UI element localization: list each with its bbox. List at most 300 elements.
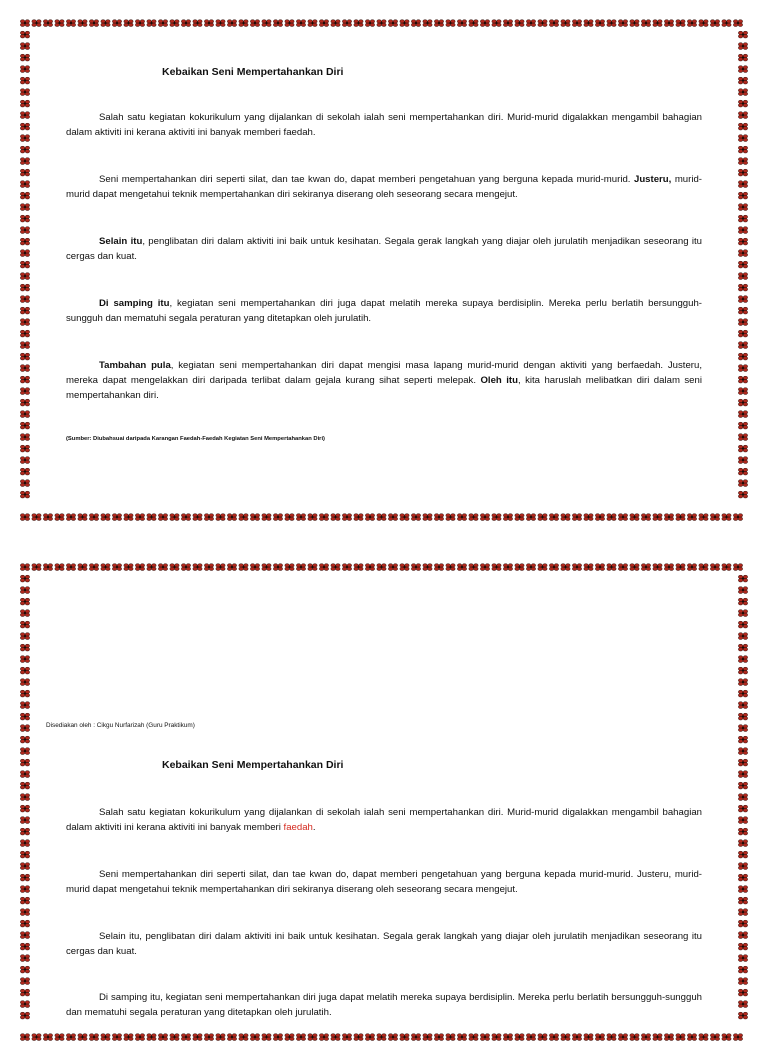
border-flower-icon xyxy=(738,955,747,962)
border-flower-icon xyxy=(147,1034,156,1041)
border-flower-icon xyxy=(319,1034,328,1041)
border-flower-icon xyxy=(738,748,747,755)
border-flower-icon xyxy=(331,1034,340,1041)
border-flower-icon xyxy=(20,736,29,743)
border-flower-icon xyxy=(738,399,747,406)
border-flower-icon xyxy=(20,273,29,280)
border-flower-icon xyxy=(733,1034,742,1041)
paragraph-4: Di samping itu, kegiatan seni mempertahankan diri juga dapat melatih mereka supaya berdisiplin. Mereka perlu berlatih bersungguh-sungguh dan mematuhi segala peraturan yang ditetapkan oleh jurulatih. xyxy=(66,992,702,1018)
border-flower-icon xyxy=(124,20,133,27)
border-flower-icon xyxy=(20,713,29,720)
border-flower-icon xyxy=(66,564,75,571)
border-flower-icon xyxy=(503,1034,512,1041)
border-flower-icon xyxy=(20,204,29,211)
border-flower-icon xyxy=(227,20,236,27)
border-flower-icon xyxy=(738,782,747,789)
border-flower-icon xyxy=(20,365,29,372)
border-flower-icon xyxy=(147,514,156,521)
border-flower-icon xyxy=(20,989,29,996)
border-flower-icon xyxy=(738,610,747,617)
border-flower-icon xyxy=(738,192,747,199)
border-flower-icon xyxy=(20,851,29,858)
border-flower-icon xyxy=(641,1034,650,1041)
border-flower-icon xyxy=(181,514,190,521)
border-flower-icon xyxy=(20,966,29,973)
border-flower-icon xyxy=(388,514,397,521)
border-flower-icon xyxy=(446,1034,455,1041)
border-flower-icon xyxy=(308,514,317,521)
border-flower-icon xyxy=(89,514,98,521)
border-flower-icon xyxy=(20,89,29,96)
border-flower-icon xyxy=(55,20,64,27)
border-flower-icon xyxy=(20,667,29,674)
border-flower-icon xyxy=(135,1034,144,1041)
border-flower-icon xyxy=(20,1001,29,1008)
border-flower-icon xyxy=(630,1034,639,1041)
border-flower-icon xyxy=(572,564,581,571)
border-flower-icon xyxy=(738,227,747,234)
border-flower-icon xyxy=(423,1034,432,1041)
border-flower-icon xyxy=(170,564,179,571)
border-flower-icon xyxy=(89,20,98,27)
document-page-1 xyxy=(20,18,748,522)
border-flower-icon xyxy=(158,564,167,571)
border-flower-icon xyxy=(20,874,29,881)
border-flower-icon xyxy=(561,564,570,571)
border-flower-icon xyxy=(710,1034,719,1041)
border-flower-icon xyxy=(32,1034,41,1041)
border-flower-icon xyxy=(20,610,29,617)
border-flower-icon xyxy=(738,771,747,778)
border-flower-icon xyxy=(296,20,305,27)
border-flower-icon xyxy=(738,158,747,165)
border-flower-icon xyxy=(653,564,662,571)
border-flower-icon xyxy=(204,20,213,27)
border-flower-icon xyxy=(572,20,581,27)
border-flower-icon xyxy=(738,434,747,441)
paragraph-1: Salah satu kegiatan kokurikulum yang dijalankan di sekolah ialah seni mempertahankan diri. Murid-murid digalakkan mengambil bahagian dalam aktiviti ini kerana aktiviti ini banyak memberi faedah. xyxy=(66,807,702,833)
border-flower-icon xyxy=(89,1034,98,1041)
border-flower-icon xyxy=(687,1034,696,1041)
border-flower-icon xyxy=(20,679,29,686)
border-flower-icon xyxy=(331,20,340,27)
border-flower-icon xyxy=(630,564,639,571)
border-flower-icon xyxy=(20,909,29,916)
border-flower-icon xyxy=(170,1034,179,1041)
border-flower-icon xyxy=(722,564,731,571)
border-flower-icon xyxy=(722,514,731,521)
border-flower-icon xyxy=(584,514,593,521)
paragraph-2: Seni mempertahankan diri seperti silat, dan tae kwan do, dapat memberi pengetahuan yang berguna kepada murid-murid. Justeru, murid-murid dapat mengetahui teknik mempertahankan diri sekiranya diserang oleh seseorang secara mengejut. xyxy=(66,174,702,200)
border-flower-icon xyxy=(101,20,110,27)
border-flower-icon xyxy=(738,897,747,904)
border-flower-icon xyxy=(20,238,29,245)
paragraph-3: Selain itu, penglibatan diri dalam aktiviti ini baik untuk kesihatan. Segala gerak langkah yang diajar oleh jurulatih menjadikan seseorang itu cergas dan kuat. xyxy=(66,931,702,957)
border-flower-icon xyxy=(549,514,558,521)
border-flower-icon xyxy=(607,20,616,27)
border-flower-icon xyxy=(20,468,29,475)
border-flower-icon xyxy=(354,514,363,521)
border-flower-icon xyxy=(738,330,747,337)
border-flower-icon xyxy=(641,514,650,521)
border-flower-icon xyxy=(20,342,29,349)
border-flower-icon xyxy=(20,690,29,697)
border-flower-icon xyxy=(43,1034,52,1041)
border-flower-icon xyxy=(55,514,64,521)
border-flower-icon xyxy=(342,514,351,521)
faedah-link[interactable]: faedah xyxy=(283,822,313,833)
border-flower-icon xyxy=(204,1034,213,1041)
border-flower-icon xyxy=(20,897,29,904)
border-flower-icon xyxy=(20,633,29,640)
border-flower-icon xyxy=(216,564,225,571)
border-flower-icon xyxy=(20,411,29,418)
border-flower-icon xyxy=(319,564,328,571)
border-flower-icon xyxy=(204,564,213,571)
border-flower-icon xyxy=(738,31,747,38)
border-flower-icon xyxy=(227,514,236,521)
border-flower-icon xyxy=(273,514,282,521)
border-flower-icon xyxy=(595,564,604,571)
border-flower-icon xyxy=(618,1034,627,1041)
border-flower-icon xyxy=(457,1034,466,1041)
border-flower-icon xyxy=(480,20,489,27)
border-flower-icon xyxy=(738,874,747,881)
border-flower-icon xyxy=(738,690,747,697)
border-flower-icon xyxy=(515,514,524,521)
border-flower-icon xyxy=(738,863,747,870)
border-flower-icon xyxy=(20,782,29,789)
border-flower-icon xyxy=(135,20,144,27)
border-flower-icon xyxy=(20,31,29,38)
border-flower-icon xyxy=(20,307,29,314)
border-flower-icon xyxy=(239,514,248,521)
border-flower-icon xyxy=(193,514,202,521)
border-flower-icon xyxy=(193,20,202,27)
border-flower-icon xyxy=(738,319,747,326)
border-flower-icon xyxy=(285,564,294,571)
border-flower-icon xyxy=(561,514,570,521)
border-flower-icon xyxy=(89,564,98,571)
paragraph-1: Salah satu kegiatan kokurikulum yang dijalankan di sekolah ialah seni mempertahankan diri. Murid-murid digalakkan mengambil bahagian dalam aktiviti ini kerana aktiviti ini banyak memberi faedah. xyxy=(66,112,702,138)
border-flower-icon xyxy=(296,564,305,571)
paragraph-3: Selain itu, penglibatan diri dalam aktiviti ini baik untuk kesihatan. Segala gerak langkah yang diajar oleh jurulatih menjadikan seseorang itu cergas dan kuat. xyxy=(66,236,702,262)
border-flower-icon xyxy=(699,20,708,27)
border-flower-icon xyxy=(20,805,29,812)
border-flower-icon xyxy=(400,1034,409,1041)
border-flower-icon xyxy=(20,112,29,119)
border-flower-icon xyxy=(480,564,489,571)
border-flower-icon xyxy=(32,514,41,521)
border-flower-icon xyxy=(273,1034,282,1041)
border-flower-icon xyxy=(423,514,432,521)
border-flower-icon xyxy=(388,20,397,27)
border-flower-icon xyxy=(738,89,747,96)
border-flower-icon xyxy=(216,514,225,521)
border-flower-icon xyxy=(20,43,29,50)
border-flower-icon xyxy=(239,564,248,571)
border-flower-icon xyxy=(738,112,747,119)
border-flower-icon xyxy=(20,828,29,835)
border-flower-icon xyxy=(738,123,747,130)
border-flower-icon xyxy=(526,514,535,521)
border-flower-icon xyxy=(411,20,420,27)
border-flower-icon xyxy=(492,514,501,521)
decorative-flower-border xyxy=(20,562,748,1042)
border-flower-icon xyxy=(273,20,282,27)
border-flower-icon xyxy=(738,365,747,372)
border-flower-icon xyxy=(20,319,29,326)
border-flower-icon xyxy=(78,514,87,521)
border-flower-icon xyxy=(738,296,747,303)
border-flower-icon xyxy=(204,514,213,521)
border-flower-icon xyxy=(738,468,747,475)
border-flower-icon xyxy=(20,943,29,950)
border-flower-icon xyxy=(515,20,524,27)
border-flower-icon xyxy=(738,77,747,84)
border-flower-icon xyxy=(20,20,29,27)
border-flower-icon xyxy=(595,514,604,521)
border-flower-icon xyxy=(20,261,29,268)
border-flower-icon xyxy=(365,1034,374,1041)
border-flower-icon xyxy=(710,514,719,521)
border-flower-icon xyxy=(112,514,121,521)
border-flower-icon xyxy=(492,20,501,27)
border-flower-icon xyxy=(239,1034,248,1041)
border-flower-icon xyxy=(738,261,747,268)
border-flower-icon xyxy=(738,54,747,61)
paragraph-5: Tambahan pula, kegiatan seni mempertahankan diri dapat mengisi masa lapang murid-murid dengan aktiviti yang berfaedah. Justeru, mereka dapat mengelakkan diri daripada terlibat dalam gejala kurang sihat seperti melepak. Oleh itu, kita haruslah melibatkan diri dalam seni mempertahankan diri. xyxy=(66,360,702,401)
border-flower-icon xyxy=(457,514,466,521)
border-flower-icon xyxy=(618,20,627,27)
border-flower-icon xyxy=(738,817,747,824)
border-flower-icon xyxy=(738,307,747,314)
border-flower-icon xyxy=(738,978,747,985)
border-flower-icon xyxy=(250,514,259,521)
border-flower-icon xyxy=(664,1034,673,1041)
border-flower-icon xyxy=(738,587,747,594)
border-flower-icon xyxy=(377,514,386,521)
paragraph-4: Di samping itu, kegiatan seni mempertahankan diri juga dapat melatih mereka supaya berdisiplin. Mereka perlu berlatih bersungguh-sungguh dan mematuhi segala peraturan yang ditetapkan oleh jurulatih. xyxy=(66,298,703,324)
border-flower-icon xyxy=(526,564,535,571)
border-flower-icon xyxy=(43,20,52,27)
border-flower-icon xyxy=(227,564,236,571)
prepared-by-note: Disediakan oleh : Cikgu Nurfarizah (Guru Praktikum) xyxy=(46,722,195,729)
source-citation: (Sumber: Diubahsuai daripada Karangan Faedah-Faedah Kegiatan Seni Mempertahankan Diri) xyxy=(66,436,325,442)
border-flower-icon xyxy=(66,1034,75,1041)
border-flower-icon xyxy=(216,20,225,27)
border-flower-icon xyxy=(618,514,627,521)
border-flower-icon xyxy=(738,656,747,663)
border-flower-icon xyxy=(738,146,747,153)
border-flower-icon xyxy=(738,633,747,640)
border-flower-icon xyxy=(538,1034,547,1041)
border-flower-icon xyxy=(20,863,29,870)
border-flower-icon xyxy=(469,1034,478,1041)
border-flower-icon xyxy=(20,840,29,847)
border-flower-icon xyxy=(738,411,747,418)
border-flower-icon xyxy=(285,514,294,521)
border-flower-icon xyxy=(687,20,696,27)
border-flower-icon xyxy=(20,399,29,406)
border-flower-icon xyxy=(584,1034,593,1041)
border-flower-icon xyxy=(641,564,650,571)
border-flower-icon xyxy=(584,20,593,27)
border-flower-icon xyxy=(55,1034,64,1041)
border-flower-icon xyxy=(434,514,443,521)
border-flower-icon xyxy=(561,20,570,27)
border-flower-icon xyxy=(377,564,386,571)
border-flower-icon xyxy=(308,20,317,27)
border-flower-icon xyxy=(738,621,747,628)
border-flower-icon xyxy=(20,955,29,962)
border-flower-icon xyxy=(738,702,747,709)
border-flower-icon xyxy=(20,181,29,188)
border-flower-icon xyxy=(457,20,466,27)
border-flower-icon xyxy=(78,564,87,571)
border-flower-icon xyxy=(549,1034,558,1041)
border-flower-icon xyxy=(722,20,731,27)
border-flower-icon xyxy=(20,434,29,441)
border-flower-icon xyxy=(20,759,29,766)
border-flower-icon xyxy=(738,422,747,429)
border-flower-icon xyxy=(733,20,742,27)
border-flower-icon xyxy=(664,564,673,571)
border-flower-icon xyxy=(572,1034,581,1041)
border-flower-icon xyxy=(43,564,52,571)
border-flower-icon xyxy=(584,564,593,571)
border-flower-icon xyxy=(738,932,747,939)
border-flower-icon xyxy=(20,123,29,130)
border-flower-icon xyxy=(308,564,317,571)
border-flower-icon xyxy=(434,564,443,571)
border-flower-icon xyxy=(738,457,747,464)
border-flower-icon xyxy=(20,598,29,605)
border-flower-icon xyxy=(738,1012,747,1019)
border-flower-icon xyxy=(20,621,29,628)
border-flower-icon xyxy=(492,1034,501,1041)
border-flower-icon xyxy=(170,20,179,27)
border-flower-icon xyxy=(710,20,719,27)
border-flower-icon xyxy=(538,20,547,27)
border-flower-icon xyxy=(423,564,432,571)
border-flower-icon xyxy=(738,491,747,498)
border-flower-icon xyxy=(738,725,747,732)
border-flower-icon xyxy=(492,564,501,571)
border-flower-icon xyxy=(411,1034,420,1041)
decorative-flower-border xyxy=(20,18,748,522)
border-flower-icon xyxy=(738,284,747,291)
border-flower-icon xyxy=(285,1034,294,1041)
border-flower-icon xyxy=(296,1034,305,1041)
border-flower-icon xyxy=(607,1034,616,1041)
border-flower-icon xyxy=(124,1034,133,1041)
border-flower-icon xyxy=(20,514,29,521)
border-flower-icon xyxy=(699,514,708,521)
border-flower-icon xyxy=(250,1034,259,1041)
border-flower-icon xyxy=(538,564,547,571)
border-flower-icon xyxy=(738,644,747,651)
border-flower-icon xyxy=(400,564,409,571)
border-flower-icon xyxy=(262,1034,271,1041)
border-flower-icon xyxy=(78,20,87,27)
border-flower-icon xyxy=(503,20,512,27)
border-flower-icon xyxy=(434,1034,443,1041)
border-flower-icon xyxy=(738,388,747,395)
border-flower-icon xyxy=(411,514,420,521)
border-flower-icon xyxy=(239,20,248,27)
border-flower-icon xyxy=(653,514,662,521)
border-flower-icon xyxy=(20,296,29,303)
border-flower-icon xyxy=(738,215,747,222)
border-flower-icon xyxy=(641,20,650,27)
border-flower-icon xyxy=(20,227,29,234)
border-flower-icon xyxy=(607,514,616,521)
border-flower-icon xyxy=(135,564,144,571)
border-flower-icon xyxy=(738,909,747,916)
border-flower-icon xyxy=(738,713,747,720)
border-flower-icon xyxy=(738,966,747,973)
border-flower-icon xyxy=(20,135,29,142)
border-flower-icon xyxy=(687,514,696,521)
border-flower-icon xyxy=(112,1034,121,1041)
border-flower-icon xyxy=(538,514,547,521)
border-flower-icon xyxy=(20,146,29,153)
border-flower-icon xyxy=(342,564,351,571)
border-flower-icon xyxy=(738,679,747,686)
border-flower-icon xyxy=(20,100,29,107)
border-flower-icon xyxy=(738,828,747,835)
border-flower-icon xyxy=(738,376,747,383)
border-flower-icon xyxy=(738,667,747,674)
border-flower-icon xyxy=(20,330,29,337)
border-flower-icon xyxy=(480,514,489,521)
border-flower-icon xyxy=(20,817,29,824)
border-flower-icon xyxy=(124,514,133,521)
border-flower-icon xyxy=(687,564,696,571)
border-flower-icon xyxy=(20,932,29,939)
border-flower-icon xyxy=(227,1034,236,1041)
border-flower-icon xyxy=(193,564,202,571)
border-flower-icon xyxy=(20,748,29,755)
border-flower-icon xyxy=(20,794,29,801)
border-flower-icon xyxy=(469,514,478,521)
border-flower-icon xyxy=(365,20,374,27)
border-flower-icon xyxy=(20,587,29,594)
border-flower-icon xyxy=(526,20,535,27)
page-title: Kebaikan Seni Mempertahankan Diri xyxy=(162,759,344,771)
border-flower-icon xyxy=(20,564,29,571)
border-flower-icon xyxy=(738,1001,747,1008)
border-flower-icon xyxy=(388,564,397,571)
border-flower-icon xyxy=(738,794,747,801)
border-flower-icon xyxy=(296,514,305,521)
border-flower-icon xyxy=(710,564,719,571)
border-flower-icon xyxy=(480,1034,489,1041)
border-flower-icon xyxy=(273,564,282,571)
border-flower-icon xyxy=(20,1034,29,1041)
border-flower-icon xyxy=(676,564,685,571)
border-flower-icon xyxy=(262,514,271,521)
border-flower-icon xyxy=(738,851,747,858)
border-flower-icon xyxy=(147,20,156,27)
border-flower-icon xyxy=(607,564,616,571)
border-flower-icon xyxy=(549,564,558,571)
border-flower-icon xyxy=(676,514,685,521)
border-flower-icon xyxy=(20,215,29,222)
border-flower-icon xyxy=(78,1034,87,1041)
border-flower-icon xyxy=(20,575,29,582)
